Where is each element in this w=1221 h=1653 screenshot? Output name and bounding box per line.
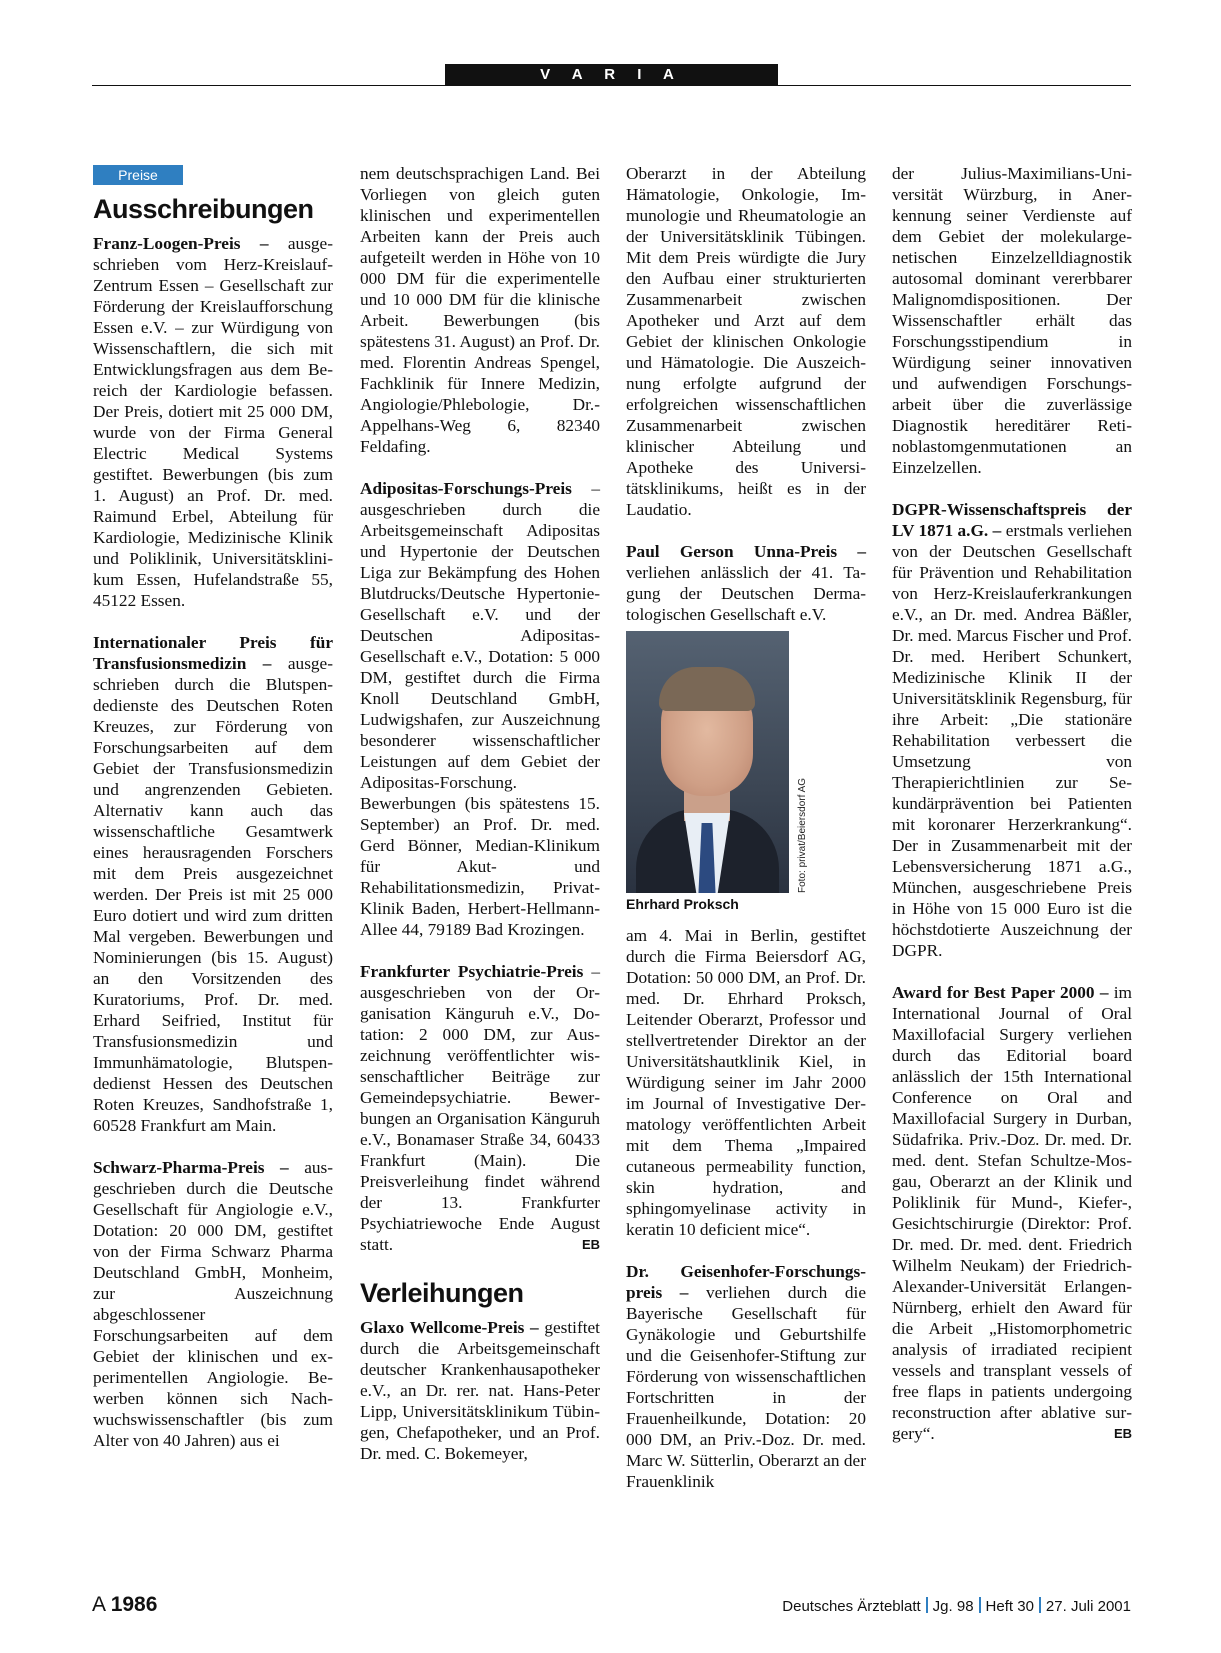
photo-credit-wrap [792, 777, 808, 1033]
entry-text: verliehen durch die Bayerische Gesellschaft für Gynäkologie und Geburtshilfe und die Geisenhofer-Stiftung zur Förderung von wissenschaftlichen Fortschritten in der Frauenheilkunde, Dotation: 20 000 DM, an Priv.-Doz. Dr. med. Marc W. Sütterlin, Oberarzt an der Frauenklinik [626, 1283, 866, 1491]
entry-title: Internationaler Preis für Transfusionsmedizin – [93, 633, 333, 673]
entry-title: DGPR-Wissenschaftspreis der LV 1871 a.G. – [892, 500, 1132, 540]
journal-name: Deutsches Ärzteblatt [782, 1598, 921, 1615]
footer-divider [926, 1597, 928, 1613]
page-number [92, 1593, 157, 1617]
entry-text: – ausgeschrieben durch die Arbeitsgemeinschaft Adipositas und Hypertonie der Deutschen Liga zur Bekämpfung des Hohen Blutdrucks/Deutsche Hypertonie-Gesellschaft e.V. und der Deutschen Adipositas-Gesellschaft e.V., Dotation: 5 000 DM, gestiftet durch die Firma Knoll Deutschland GmbH, Ludwigshafen, zur Auszeichnung besonderer wissenschaftlicher Leistungen auf dem Gebiet der Adipositas-Forschung. Bewerbungen (bis spätestens 15. September) an Prof. Dr. med. Gerd Bönner, Median-Klinikum für Akut- und Rehabilitationsmedizin, Privat-Klinik Baden, Herbert-Hellmann-Allee 44, 79189 Bad Krozingen. [360, 479, 600, 939]
entry-transfusionsmedizin-preis [93, 632, 333, 1136]
entry-award-best-paper [892, 982, 1132, 1444]
footer-divider [1039, 1597, 1041, 1613]
entry-continued [360, 163, 600, 457]
journal-footer [782, 1597, 1131, 1615]
entry-continued [626, 163, 866, 520]
entry-text: ausgeschrieben durch die Blutspendedienste des Deutschen Roten Kreuzes, zur Förderung von Forschungsarbeiten auf dem Gebiet der Transfusionsmedizin und angrenzenden Gebieten. Alternativ kann auch das wissenschaftliche Gesamtwerk eines herausragenden Forschers mit dem Preis ausgezeichnet werden. Der Preis ist mit 25 000 Euro dotiert und wird zum dritten Mal vergeben. Bewerbungen und Nominierungen (bis 15. August) an den Vorsitzenden des Kuratoriums, Prof. Dr. med. Erhard Seifried, Institut für Transfusionsmedizin und Immunhämatologie, Blutspendedienst Hessen des Deutschen Roten Kreuzes, Sandhofstraße 1, 60528 Frankfurt am Main. [93, 654, 333, 1135]
journal-date: 27. Juli 2001 [1045, 1598, 1131, 1615]
journal-issue: Heft 30 [985, 1598, 1034, 1615]
entry-text: gestiftet durch die Arbeitsgemeinschaft deutscher Krankenhausapotheker e.V., an Dr. rer. nat. Hans-Peter Lipp, Universitätsklinikum Tübingen, Chefapotheker, und an Prof. Dr. med. C. Bokemeyer, [360, 1318, 600, 1463]
entry-text: im International Journal of Oral Maxillofacial Surgery verliehen durch das Editorial board anlässlich der 15th International Conference on Oral and Maxillofacial Surgery in Durban, Südafrika. Priv.-Doz. Dr. med. Dr. med. dent. Stefan Schultze-Mosgau, Oberarzt an der Klinik und Poliklinik für Mund-, Kiefer-, Gesichtschirurgie (Direktor: Prof. Dr. med. Dr. med. dent. Friedrich Wilhelm Neukam) der Friedrich-Alexander-Universität Erlangen-Nürnberg, erhielt den Award für die Arbeit „Histomorphometric analysis of irradiated recipient vessels and transplant vessels of free flaps in patients undergoing reconstruction after ablative surgery“. [892, 983, 1132, 1443]
page-prefix: A [92, 1593, 105, 1616]
entry-glaxo-wellcome-preis [360, 1317, 600, 1464]
entry-text: der Julius-Maximilians-Universität Würzburg, in Anerkennung seiner Verdienste auf dem Gebiet der molekulargenetischen Einzelzelldiagnostik autosomal dominant vererbbarer Malignomdispositionen. Der Wissenschaftler erhält das Forschungsstipendium in Würdigung seiner innovativen und aufwendigen Forschungsarbeit über die zuverlässige Diagnostik hereditärer Retinoblastomgenmutationen an Einzelzellen. [892, 164, 1132, 477]
entry-title: Schwarz-Pharma-Preis – [93, 1158, 289, 1177]
entry-title: Franz-Loogen-Preis – [93, 234, 269, 253]
footer-divider [979, 1597, 981, 1613]
author-signature: EB [581, 1237, 600, 1252]
entry-title: Award for Best Paper 2000 – [892, 983, 1109, 1002]
photo-caption: Ehrhard Proksch [626, 896, 739, 912]
entry-schwarz-pharma-preis [93, 1157, 333, 1451]
column-3 [626, 163, 866, 1492]
portrait-photo [626, 631, 789, 893]
section-header: V A R I A [445, 64, 778, 86]
entry-text: erstmals verliehen von der Deutschen Gesellschaft für Prävention und Rehabilitation von Herz-Kreislauferkrankungen e.V., an Dr. med. Andrea Bäßler, Dr. med. Marcus Fischer und Prof. Dr. med. Heribert Schunkert, Medizinische Klinik II der Universitätsklinik Regensburg, für ihre Arbeit: „Die stationäre Rehabilitation verbessert die Umsetzung von Therapierichtlinien zur Sekundärprävention bei Patienten mit koronarer Herzerkrankung“. Der in Zusammenarbeit mit der Lebensversicherung 1871 a.G., München, ausgeschriebene Preis in Höhe von 15 000 Euro ist die höchstdotierte Auszeichnung der DGPR. [892, 521, 1132, 960]
author-signature: EB [1113, 1426, 1132, 1441]
entry-paul-gerson-unna-preis [626, 541, 866, 625]
page-number-value: 1986 [110, 1593, 158, 1616]
entry-continued [626, 925, 866, 1240]
entry-text: – ausgeschrieben von der Organisation Känguruh e.V., Dotation: 2 000 DM, zur Auszeichnung veröffentlichter wissenschaftlicher Beiträge zur Gemeindepsychiatrie. Bewerbungen an Organisation Känguruh e.V., Bonamaser Straße 34, 60433 Frankfurt (Main). Die Preisverleihung findet während der 13. Frankfurter Psychiatriewoche Ende August statt. [360, 962, 600, 1254]
photo-credit: Foto: privat/Beiersdorf AG [797, 777, 808, 893]
entry-text: ausgeschrieben durch die Deutsche Gesellschaft für Angiologie e.V., Dotation: 20 000 DM, gestiftet von der Firma Schwarz Pharma Deutschland GmbH, Monheim, zur Auszeichnung abgeschlossener Forschungsarbeiten auf dem Gebiet der klinischen und experimentellen Angiologie. Bewerben können sich Nachwuchswissenschaftler (bis zum Alter von 40 Jahren) aus ei [93, 1158, 334, 1450]
entry-text: nem deutschsprachigen Land. Bei Vorliegen von gleich guten klinischen und experimentellen Arbeiten kann der Preis auch aufgeteilt werden in Höhe von 10 000 DM für die experimentelle und 10 000 DM für die klinische Arbeit. Bewerbungen (bis spätestens 31. August) an Prof. Dr. med. Florentin Andreas Spengel, Fachklinik für Innere Medizin, Angiologie/Phlebologie, Dr.-Appelhans-Weg 6, 82340 Feldafing. [360, 164, 600, 456]
entry-adipositas-forschungs-preis [360, 478, 600, 940]
entry-title: Dr. Geisenhofer-Forschungspreis – [626, 1262, 866, 1302]
entry-title: Glaxo Wellcome-Preis – [360, 1318, 539, 1337]
entry-title: Adipositas-Forschungs-Preis [360, 479, 572, 498]
column-1 [93, 164, 333, 1451]
column-2 [360, 163, 600, 1464]
entry-title: Frankfurter Psychiatrie-Preis [360, 962, 584, 981]
journal-volume: Jg. 98 [932, 1598, 974, 1615]
entry-text: am 4. Mai in Berlin, gestiftet durch die Firma Beiersdorf AG, Dotation: 50 000 DM, an Prof. Dr. med. Dr. Ehrhard Proksch, Leitender Oberarzt, Professor und stellvertretender Direktor an der Universitätshautklinik Kiel, in Würdigung seiner im Jahr 2000 im Journal of Investigative Dermatology veröffentlichten Arbeit mit dem Thema „Impaired cutaneous permeability function, skin hydration, and sphingomyelinase activity in keratin 10 deficient mice“. [626, 926, 866, 1239]
category-tag: Preise [93, 165, 183, 185]
entry-text: Oberarzt in der Abteilung Hämatologie, Onkologie, Immunologie und Rheumatologie an der Universitätsklinik Tübingen. Mit dem Preis würdigte die Jury den Aufbau einer strukturierten Zusammenarbeit zwischen Apotheker und Arzt auf dem Gebiet der klinischen Onkologie und Hämatologie. Die Auszeichnung erfolgte aufgrund der erfolgreichen wissenschaftlichen Zusammenarbeit zwischen klinischer Abteilung und Apotheke des Universitätsklinikums, heißt es in der Laudatio. [626, 164, 866, 519]
section-heading-verleihungen: Verleihungen [360, 1278, 524, 1308]
entry-franz-loogen-preis [93, 233, 333, 611]
entry-continued [892, 163, 1132, 478]
entry-dgpr-wissenschaftspreis [892, 499, 1132, 961]
entry-frankfurter-psychiatrie-preis [360, 961, 600, 1255]
section-heading-ausschreibungen: Ausschreibungen [93, 194, 314, 224]
entry-text: verliehen anlässlich der 41. Tagung der Deutschen Dermatologischen Gesellschaft e.V. [626, 563, 866, 624]
entry-text: ausgeschrieben vom Herz-Kreislauf-Zentrum Essen – Gesellschaft zur Förderung der Kreislaufforschung Essen e.V. – zur Würdigung von Wissenschaftlern, die sich mit Entwicklungsfragen aus dem Bereich der Kardiologie befassen. Der Preis, dotiert mit 25 000 DM, wurde von der Firma General Electric Medical Systems gestiftet. Bewerbungen (bis zum 1. August) an Prof. Dr. med. Raimund Erbel, Abteilung für Kardiologie, Medizinische Klinik und Poliklinik, Universitätsklinikum Essen, Hufelandstraße 55, 45122 Essen. [93, 234, 333, 610]
entry-title: Paul Gerson Unna-Preis – [626, 542, 866, 561]
entry-geisenhofer-forschungspreis [626, 1261, 866, 1492]
column-4 [892, 163, 1132, 1444]
portrait-figure [626, 631, 866, 913]
